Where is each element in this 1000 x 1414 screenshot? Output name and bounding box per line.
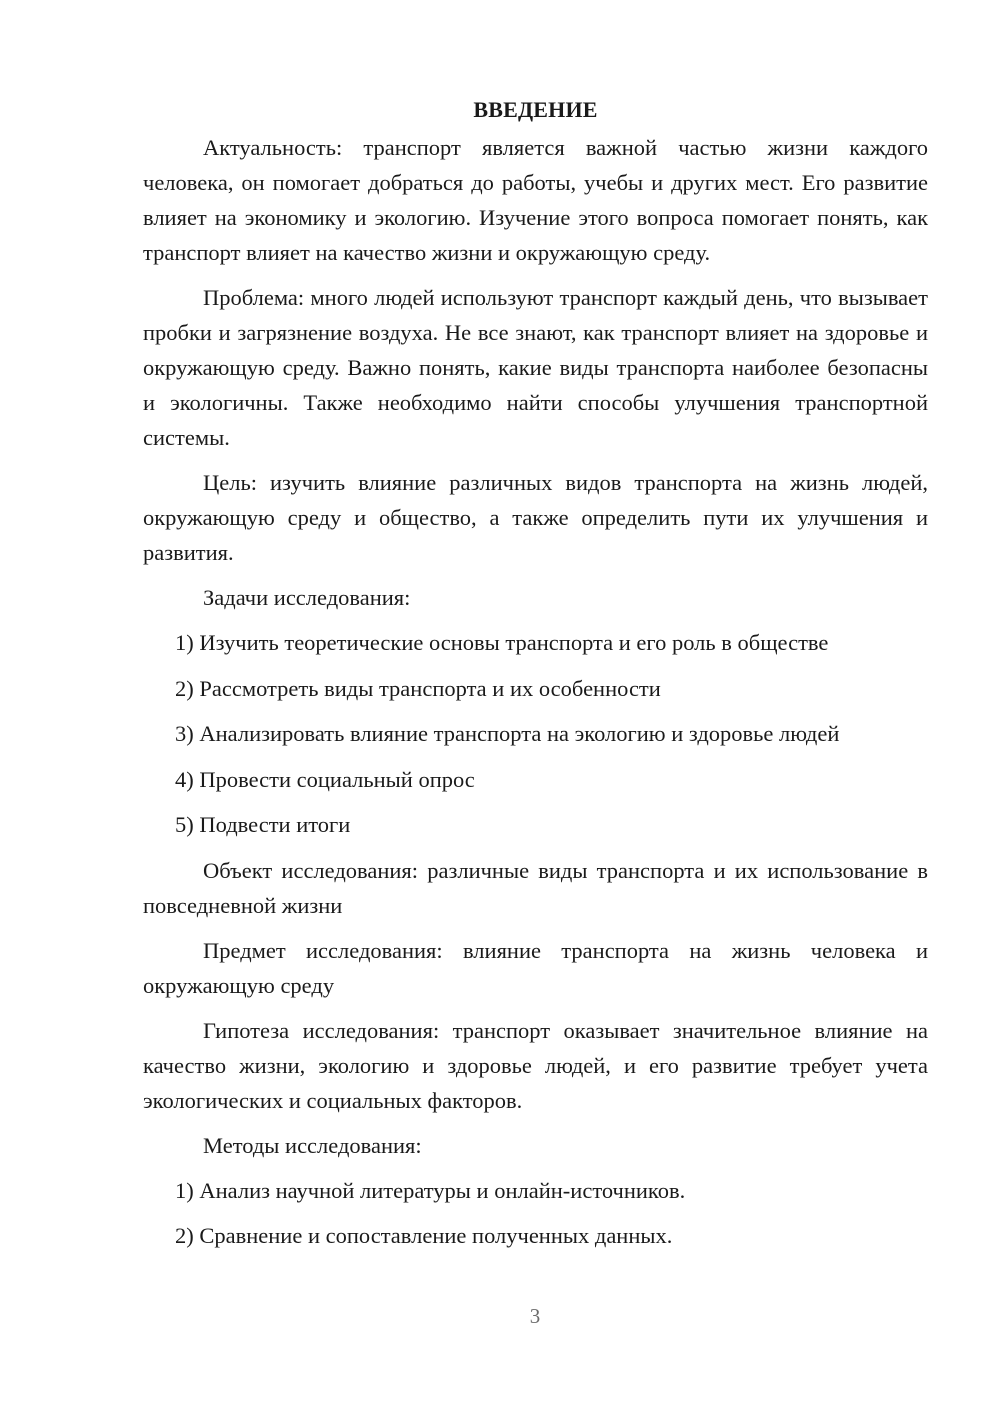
list-item: 2) Рассмотреть виды транспорта и их особенности: [175, 675, 661, 701]
list-item: 1) Анализ научной литературы и онлайн-источников.: [175, 1177, 686, 1203]
methods-list: [143, 1173, 928, 1254]
list-item: 4) Провести социальный опрос: [175, 766, 475, 792]
list-item: 1) Изучить теоретические основы транспорта и его роль в обществе: [175, 630, 829, 655]
list-item: 2) Сравнение и сопоставление полученных данных.: [175, 1223, 673, 1248]
list-item: 3) Анализировать влияние транспорта на экологию и здоровье людей: [175, 721, 840, 746]
object-paragraph: Объект исследования: различные виды транспорта и их использование в повседневной жизни: [143, 857, 928, 918]
methods-heading: Методы исследования:: [203, 1132, 422, 1158]
page-number: 3: [529, 1304, 541, 1328]
document-page: [143, 92, 928, 1264]
relevance-paragraph: Актуальность: транспорт является важной частью жизни каждого человека, он помогает добраться до работы, учебы и других мест. Его развитие влияет на экономику и экологию. Изучение этого вопроса помогает понять, как транспорт влияет на качество жизни и окружающую среду.: [143, 135, 928, 265]
subject-paragraph: Предмет исследования: влияние транспорта на жизнь человека и окружающую среду: [143, 937, 928, 998]
list-item: 5) Подвести итоги: [175, 812, 351, 837]
section-heading: ВВЕДЕНИЕ: [473, 97, 598, 122]
problem-paragraph: Проблема: много людей используют транспорт каждый день, что вызывает пробки и загрязнение воздуха. Не все знают, как транспорт влияет на здоровье и окружающую среду. Важно понять, какие виды транспорта наиболее безопасны и экологичны. Также необходимо найти способы улучшения транспортной системы.: [143, 285, 928, 450]
hypothesis-paragraph: Гипотеза исследования: транспорт оказывает значительное влияние на качество жизни, экологию и здоровье людей, и его развитие требует учета экологических и социальных факторов.: [143, 1017, 928, 1113]
tasks-list: [143, 625, 928, 843]
tasks-heading: Задачи исследования:: [203, 585, 411, 610]
goal-paragraph: Цель: изучить влияние различных видов транспорта на жизнь людей, окружающую среду и общество, а также определить пути их улучшения и развития.: [143, 470, 928, 565]
